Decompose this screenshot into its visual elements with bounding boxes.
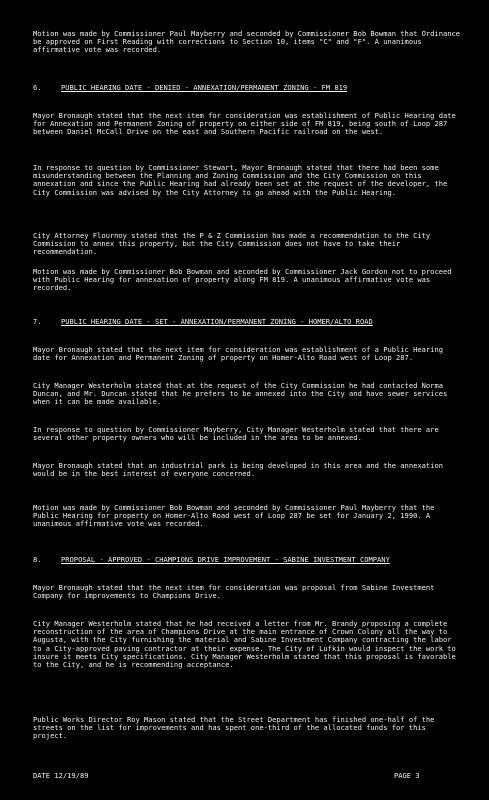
paragraph-homer-alto-intro: Mayor Bronaugh stated that the next item for consideration was establishment of a Public Hearing date for Annexation and Permanent Zoning of property on Homer-Alto Road west of Loop 287. (33, 345, 448, 363)
footer-date: DATE 12/19/89 (33, 771, 89, 780)
section-title: PUBLIC HEARING DATE - DENIED - ANNEXATION/PERMANENT ZONING - FM 819 (61, 83, 348, 92)
paragraph-motion-homer-alto: Motion was made by Commissioner Bob Bowman and seconded by Commissioner Paul Mayberry that the Public Hearing for property on Homer-Alto Road west of Loop 287 be set for January 2, 1990. A unanimous affirmative vote was recorded. (33, 503, 439, 529)
paragraph-motion-ordinance: Motion was made by Commissioner Paul Mayberry and seconded by Commissioner Bob Bowman that Ordinance be approved on First Reading with corrections to Section 10, items "C" and "F". A unanimous affirmative vote was recorded. (33, 29, 465, 55)
paragraph-stewart-question: In response to question by Commissioner Stewart, Mayor Bronaugh stated that there had been some misunderstanding between the Planning and Zoning Commission and the City Commission on this annexation and since the Public Hearing had already been set at the request of the developer, the City Commission was advised by the City Attorney to go ahead with the Public Hearing. (33, 163, 452, 197)
paragraph-brandy-letter: City Manager Westerholm stated that he had received a letter from Mr. Brandy proposing a complete reconstruction of the area of Champions Drive at the main entrance of Crown Colony all the way to Augusta, with the City furnishing the material and Sabine Investment Company contracting the labor to a City-approved paving contractor at their expense. The City of Lufkin would inspect the work to insure it meets City specifications. City Manager Westerholm stated that this proposal is favorable to the City, and he is recommending acceptance. (33, 619, 461, 670)
paragraph-mayberry-question: In response to question by Commissioner Mayberry, City Manager Westerholm stated that there are several other property owners who will be included in the area to be annexed. (33, 425, 444, 443)
paragraph-fm819-intro: Mayor Bronaugh stated that the next item for consideration was establishment of Public Hearing date for Annexation and Permanent Zoning of property on either side of FM 819, being south of Loop 287 between Daniel McCall Drive on the east and Southern Pacific railroad on the west. (33, 111, 461, 137)
section-number: 6. (33, 83, 42, 92)
section-number: 7. (33, 317, 42, 326)
section-number: 8. (33, 555, 42, 564)
footer-page-number: PAGE 3 (394, 771, 420, 780)
section-heading-6 (33, 84, 461, 101)
section-title: PUBLIC HEARING DATE - SET - ANNEXATION/PERMANENT ZONING - HOMER/ALTO ROAD (61, 317, 373, 326)
paragraph-street-department: Public Works Director Roy Mason stated that the Street Department has finished one-half of the streets on the list for improvements and has spent one-third of the allocated funds for this project. (33, 715, 439, 741)
section-title: PROPOSAL - APPROVED - CHAMPIONS DRIVE IMPROVEMENT - SABINE INVESTMENT COMPANY (61, 555, 390, 564)
paragraph-attorney-statement: City Attorney Flournoy stated that the P & Z Commission has made a recommendation to the City Commission to annex this property, but the City Commission does not have to take their recommendation. (33, 231, 435, 257)
paragraph-champions-intro: Mayor Bronaugh stated that the next item for consideration was proposal from Sabine Investment Company for improvements to Champions Drive. (33, 583, 439, 601)
section-heading-7 (33, 318, 461, 335)
paragraph-motion-fm819: Motion was made by Commissioner Bob Bowman and seconded by Commissioner Jack Gordon not to proceed with Public Hearing for annexation of property along FM 819. A unanimous affirmative vote was recorded. (33, 267, 456, 293)
section-heading-8 (33, 556, 461, 573)
paragraph-industrial-park: Mayor Bronaugh stated that an industrial park is being developed in this area and the annexation would be in the best interest of everyone concerned. (33, 461, 448, 479)
paragraph-duncan-statement: City Manager Westerholm stated that at the request of the City Commission he had contacted Norma Duncan, and Mr. Duncan stated that he prefers to be annexed into the City and have sewer services when it can be made available. (33, 381, 452, 407)
